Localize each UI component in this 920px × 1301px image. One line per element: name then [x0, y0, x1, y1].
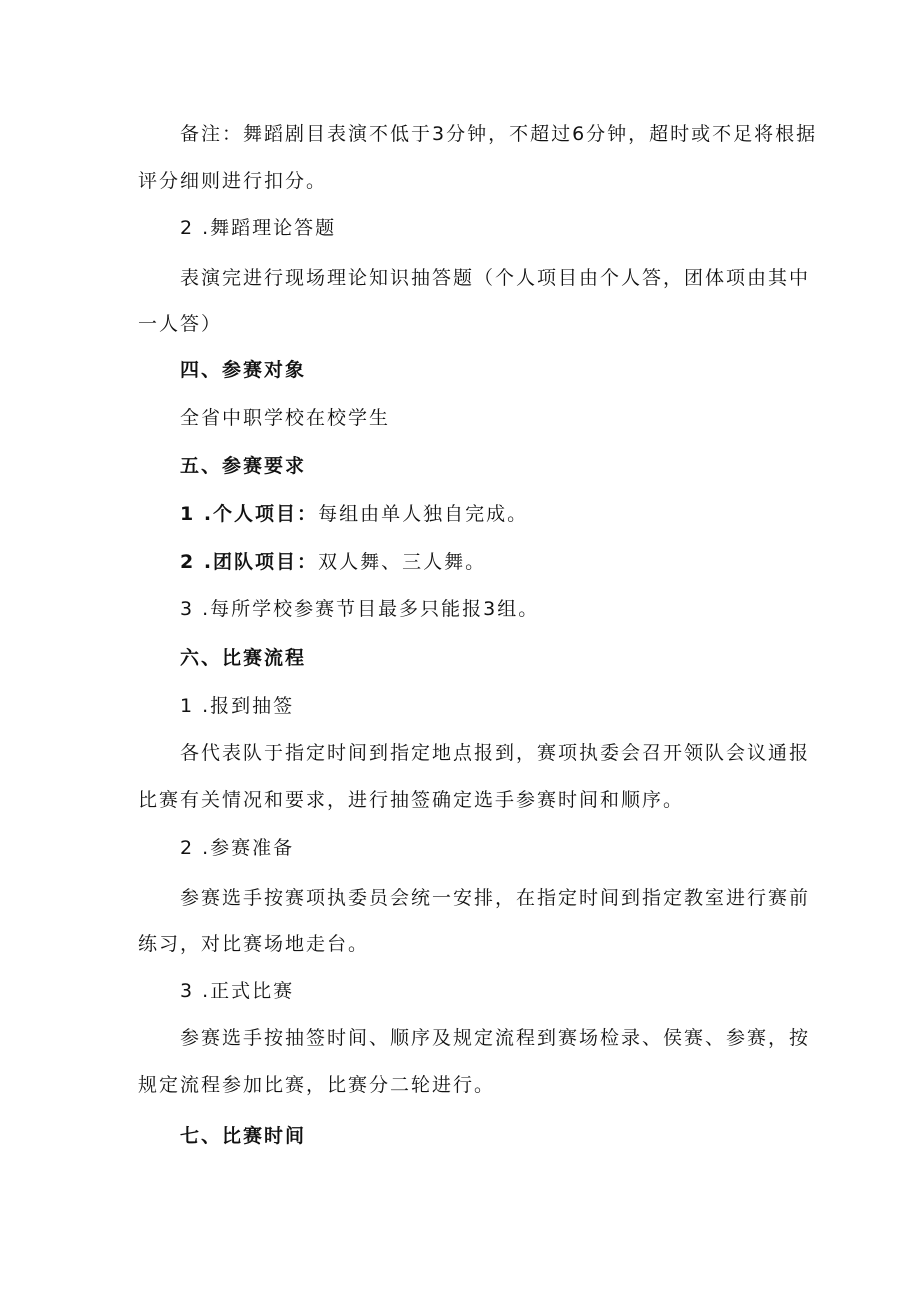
note-line-2: 评分细则进行扣分。 [138, 170, 328, 192]
section-heading-requirements: 五、参赛要求 [180, 455, 307, 477]
note-line-1: 备注：舞蹈剧目表演不低于3分钟，不超过6分钟，超时或不足将根据 [180, 123, 818, 145]
requirement-team-label: 2 .团队项目： [180, 551, 319, 573]
requirement-individual-label: 1 .个人项目： [180, 503, 319, 525]
registration-line-1: 各代表队于指定时间到指定地点报到，赛项执委会召开领队会议通报 [180, 742, 811, 764]
participants-text: 全省中职学校在校学生 [180, 407, 391, 429]
section-heading-participants: 四、参赛对象 [180, 359, 307, 381]
requirement-individual [180, 500, 528, 528]
competition-line-1: 参赛选手按抽签时间、顺序及规定流程到赛场检录、侯赛、参赛，按 [180, 1027, 811, 1049]
subheading-competition: 3 .正式比赛 [180, 980, 295, 1002]
theory-line-2: 一人答） [138, 313, 223, 335]
requirement-team [180, 548, 486, 576]
section-heading-process: 六、比赛流程 [180, 647, 307, 669]
requirement-team-text: 双人舞、三人舞。 [318, 551, 487, 573]
theory-line-1: 表演完进行现场理论知识抽答题（个人项目由个人答，团体项由其中 [180, 267, 811, 289]
requirement-limit: 3 .每所学校参赛节目最多只能报3组。 [180, 598, 540, 620]
subheading-preparation: 2 .参赛准备 [180, 837, 295, 859]
preparation-line-1: 参赛选手按赛项执委员会统一安排，在指定时间到指定教室进行赛前 [180, 887, 811, 909]
preparation-line-2: 练习，对比赛场地走台。 [138, 933, 370, 955]
registration-line-2: 比赛有关情况和要求，进行抽签确定选手参赛时间和顺序。 [138, 789, 685, 811]
section-heading-schedule: 七、比赛时间 [180, 1125, 307, 1147]
competition-line-2: 规定流程参加比赛，比赛分二轮进行。 [138, 1074, 496, 1096]
subheading-dance-theory: 2 .舞蹈理论答题 [180, 217, 337, 239]
subheading-registration: 1 .报到抽签 [180, 695, 295, 717]
requirement-individual-text: 每组由单人独自完成。 [318, 503, 529, 525]
